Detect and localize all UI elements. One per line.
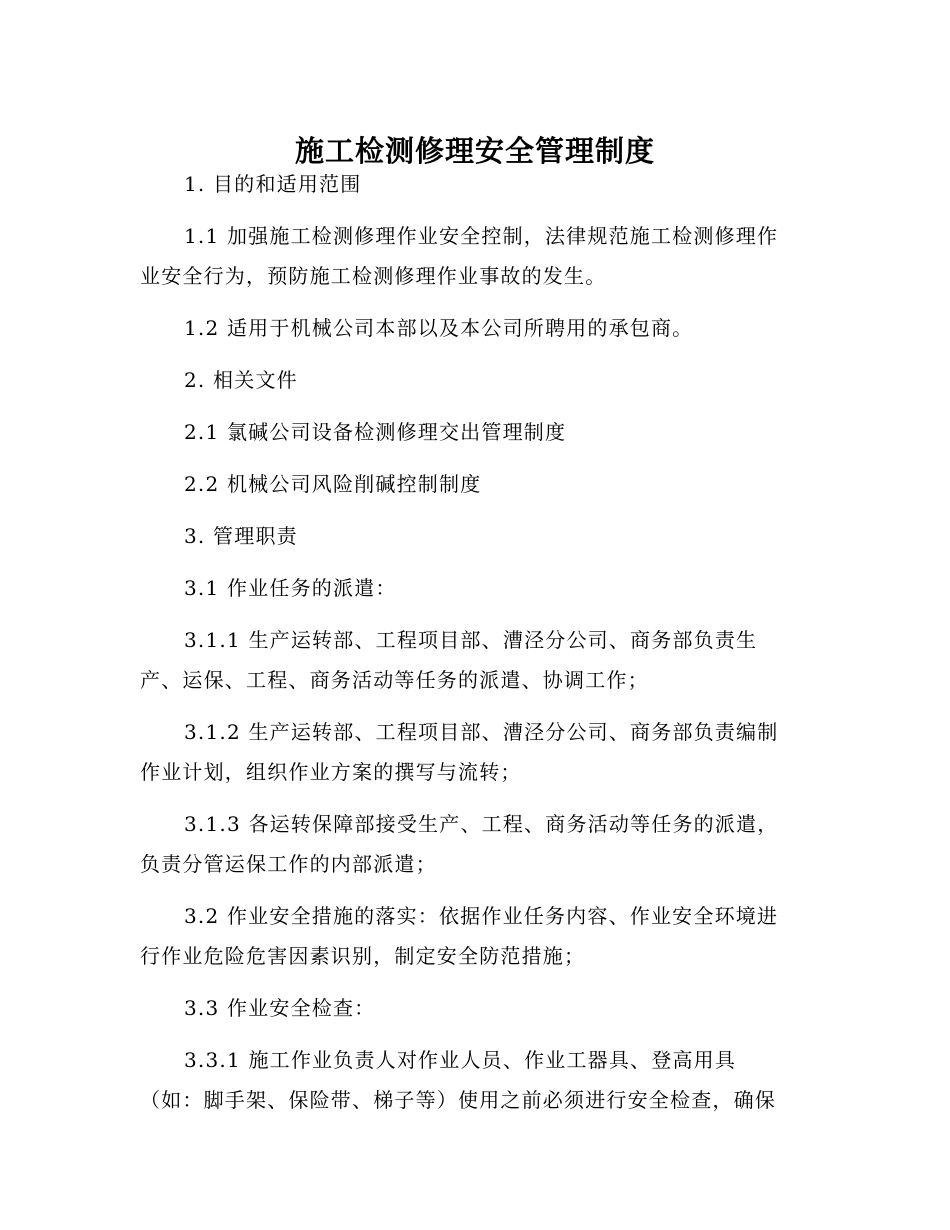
paragraph-3-3-1: 3.3.1 施工作业负责人对作业人员、作业工器具、登高用具（如：脚手架、保险带、梯子等）使用之前必须进行安全检查，确保 (140, 1048, 776, 1112)
paragraph-3-2: 3.2 作业安全措施的落实：依据作业任务内容、作业安全环境进行作业危险危害因素识别，制定安全防范措施； (140, 904, 779, 968)
section-heading-3: 3. 管理职责 (184, 524, 298, 548)
section-heading-2: 2. 相关文件 (184, 368, 298, 392)
paragraph-3-1: 3.1 作业任务的派遣： (184, 576, 397, 600)
document-body (140, 164, 796, 1132)
paragraph-2-1: 2.1 氯碱公司设备检测修理交出管理制度 (184, 420, 567, 444)
paragraph-3-1-1: 3.1.1 生产运转部、工程项目部、漕泾分公司、商务部负责生产、运保、工程、商务活动等任务的派遣、协调工作； (140, 628, 758, 692)
paragraph-2-2: 2.2 机械公司风险削碱控制制度 (184, 472, 482, 496)
paragraph-1-1: 1.1 加强施工检测修理作业安全控制，法律规范施工检测修理作业安全行为，预防施工检测修理作业事故的发生。 (140, 224, 779, 288)
section-heading-1: 1. 目的和适用范围 (184, 172, 362, 196)
paragraph-3-1-3: 3.1.3 各运转保障部接受生产、工程、商务活动等任务的派遣，负责分管运保工作的内部派遣； (140, 812, 779, 876)
paragraph-3-3: 3.3 作业安全检查： (184, 996, 376, 1020)
paragraph-1-2: 1.2 适用于机械公司本部以及本公司所聘用的承包商。 (184, 316, 694, 340)
paragraph-3-1-2: 3.1.2 生产运转部、工程项目部、漕泾分公司、商务部负责编制作业计划，组织作业方案的撰写与流转； (140, 720, 779, 784)
document-title: 施工检测修理安全管理制度 (294, 134, 655, 169)
